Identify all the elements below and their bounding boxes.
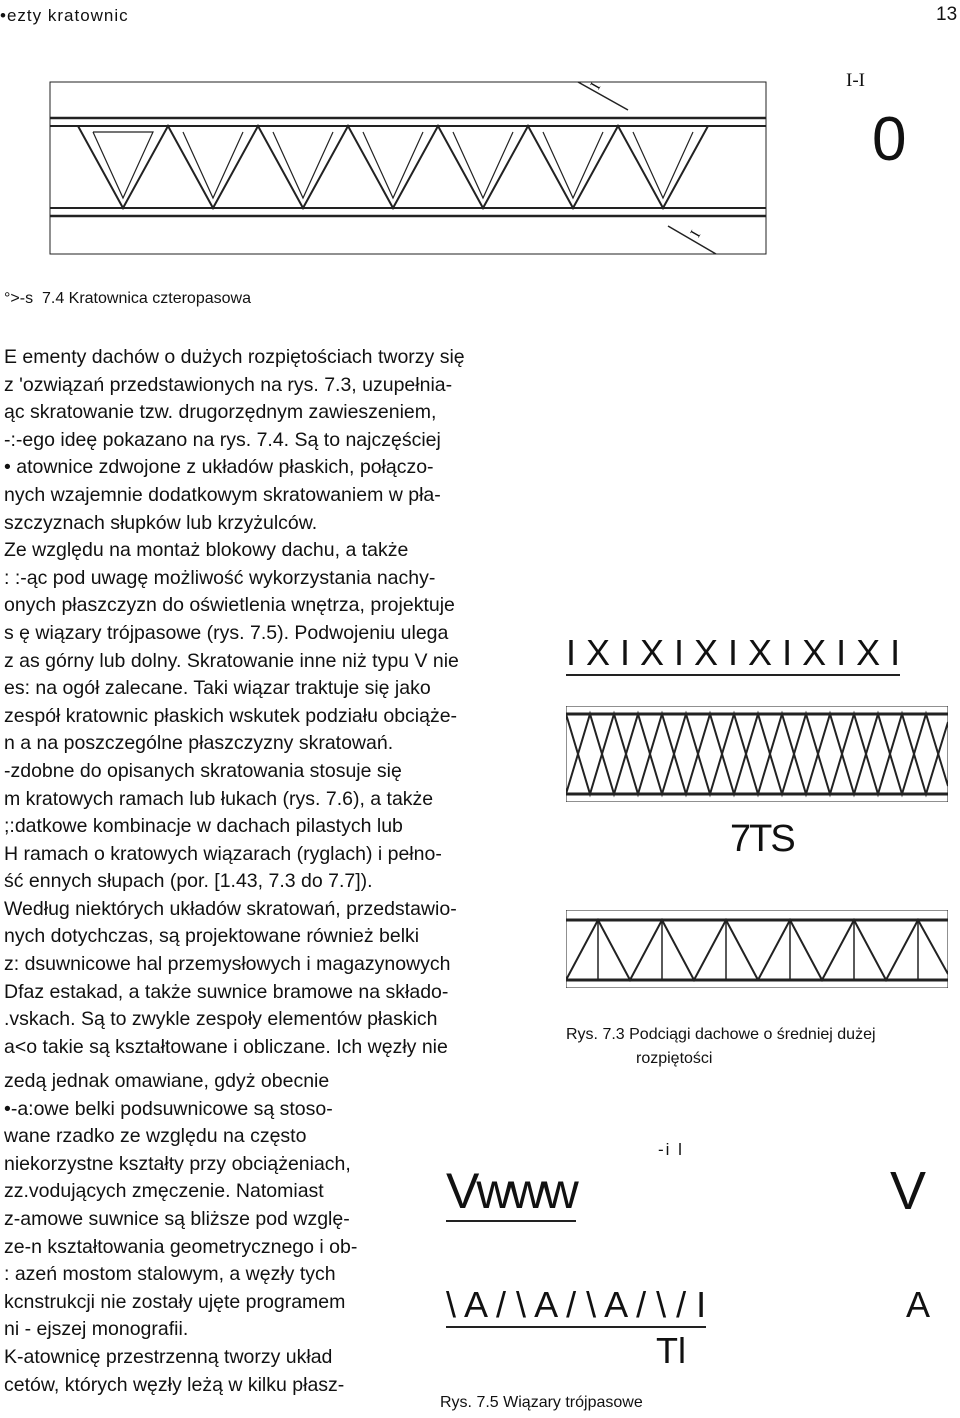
text-line: H ramach o kratowych wiązarach (ryglach) i pełno- [4, 842, 442, 865]
text-line: : :-ąc pod uwagę możliwość wykorzystania nachy- [4, 566, 436, 589]
text-line: : azeń mostom stalowym, a węzły tych [4, 1263, 336, 1286]
text-line: •-a:owe belki podsuwnicowe są stoso- [4, 1097, 333, 1120]
text-line: K-atownicę przestrzenną tworzy układ [4, 1345, 333, 1368]
section-mark: I-I [846, 70, 865, 91]
text-line: zz.vodujących zmęczenie. Natomiast [4, 1180, 324, 1203]
figure-7-5-label-a: Vwww [446, 1162, 576, 1222]
text-line: E ementy dachów o dużych rozpiętościach tworzy się [4, 346, 465, 368]
text-line: Ze względu na montaż blokowy dachu, a także [4, 539, 409, 562]
text-line: .vskach. Są to zwykle zespoły elementów płaskich [4, 1008, 438, 1031]
truss-figure-7-3-upper [566, 706, 948, 802]
text-line: a<o takie są kształtowane i obliczane. Ich węzły nie [4, 1035, 448, 1058]
text-line: zedą jednak omawiane, gdyż obecnie [4, 1070, 330, 1092]
figure-7-5-label-c: \ A / \ A / \ A / \ / I [446, 1284, 706, 1328]
text-line: z 'ozwiązań przedstawionych na rys. 7.3, uzupełnia- [4, 373, 453, 396]
text-line: nych dotychczas, są projektowane również belki [4, 925, 420, 948]
text-line: Dfaz estakad, a także suwnice bramowe na składo- [4, 980, 449, 1003]
text-line: nych wzajemnie dodatkowym skratowaniem w pła- [4, 483, 441, 506]
text-line: n a na poszczególne płaszczyzny skratowań. [4, 732, 394, 755]
text-line: es: na ogół zalecane. Taki wiązar traktuje się jako [4, 677, 431, 700]
caption-text: 7.4 Kratownica czteropasowa [41, 290, 251, 307]
text-line: niekorzystne kształty przy obciążeniach, [4, 1152, 351, 1175]
text-line: ść ennych słupach (por. [1.43, 7.3 do 7.7]). [4, 870, 373, 893]
figure-7-3-label-top: I X I X I X I X I X I X I [566, 632, 900, 676]
text-line: s ę wiązary trójpasowe (rys. 7.5). Podwojeniu ulega [4, 621, 449, 644]
caption-prefix: °>-s [4, 290, 34, 307]
figure-7-5-label-b: V [890, 1161, 927, 1221]
text-line: ;:datkowe kombinacje w dachach pilastych lub [4, 815, 403, 838]
truss-figure-7-4 [48, 80, 768, 260]
text-line: -zdobne do opisanych skratowania stosuje się [4, 759, 402, 782]
truss-figure-7-3-lower [566, 910, 948, 988]
text-line: m kratowych ramach lub łukach (rys. 7.6), a także [4, 787, 434, 810]
text-line: ni - ejszej monografii. [4, 1318, 189, 1341]
figure-7-3-caption-line2: rozpiętości [636, 1050, 713, 1067]
text-line: zespół kratownic płaskich wskutek podziału obciąże- [4, 704, 458, 727]
figure-7-5-caption: Rys. 7.5 Wiązary trójpasowe [440, 1394, 643, 1411]
running-title: •ezty kratownic [0, 6, 129, 25]
text-line: ąc skratowanie tzw. drugorzędnym zawieszeniem, [4, 401, 437, 424]
text-line: z: dsuwnicowe hal przemysłowych i magazynowych [4, 953, 451, 976]
figure-7-5-label-small: -i l [658, 1140, 684, 1159]
text-line: -:-ego ideę pokazano na rys. 7.4. Są to najczęściej [4, 428, 441, 451]
text-line: onych płaszczyzn do oświetlenia wnętrza, projektuje [4, 594, 455, 617]
text-line: ze-n kształtowania geometrycznego i ob- [4, 1235, 358, 1258]
text-line: szczyznach słupków lub krzyżulców. [4, 511, 318, 534]
text-line: kcnstrukcji nie zostały ujęte programem [4, 1290, 346, 1313]
figure-7-5-label-e: Tl [656, 1330, 686, 1371]
text-line: wane rzadko ze względu na często [4, 1125, 307, 1148]
text-line: Według niektórych układów skratowań, przedstawio- [4, 897, 457, 920]
text-line: z-amowe suwnice są bliższe pod wzglę- [4, 1207, 350, 1230]
body-paragraphs [4, 344, 465, 1061]
figure-7-4-caption [4, 290, 251, 308]
section-symbol: 0 [872, 105, 907, 174]
body-paragraphs-narrow [4, 1068, 357, 1399]
page-number: 13 [936, 4, 958, 25]
cut-mark-bottom: I [687, 228, 705, 241]
text-line: cetów, których węzły leżą w kilku płasz- [4, 1373, 345, 1396]
figure-7-5-label-d: A [906, 1284, 931, 1325]
figure-7-3-caption: Rys. 7.3 Podciągi dachowe o średniej dużej [566, 1026, 876, 1043]
text-line: • atownice zdwojone z układów płaskich, połączo- [4, 456, 434, 479]
text-line: z as górny lub dolny. Skratowanie inne niż typu V nie [4, 649, 459, 672]
cut-mark-top: I [587, 80, 605, 93]
figure-7-3-label-mid: 7TS [730, 818, 794, 860]
